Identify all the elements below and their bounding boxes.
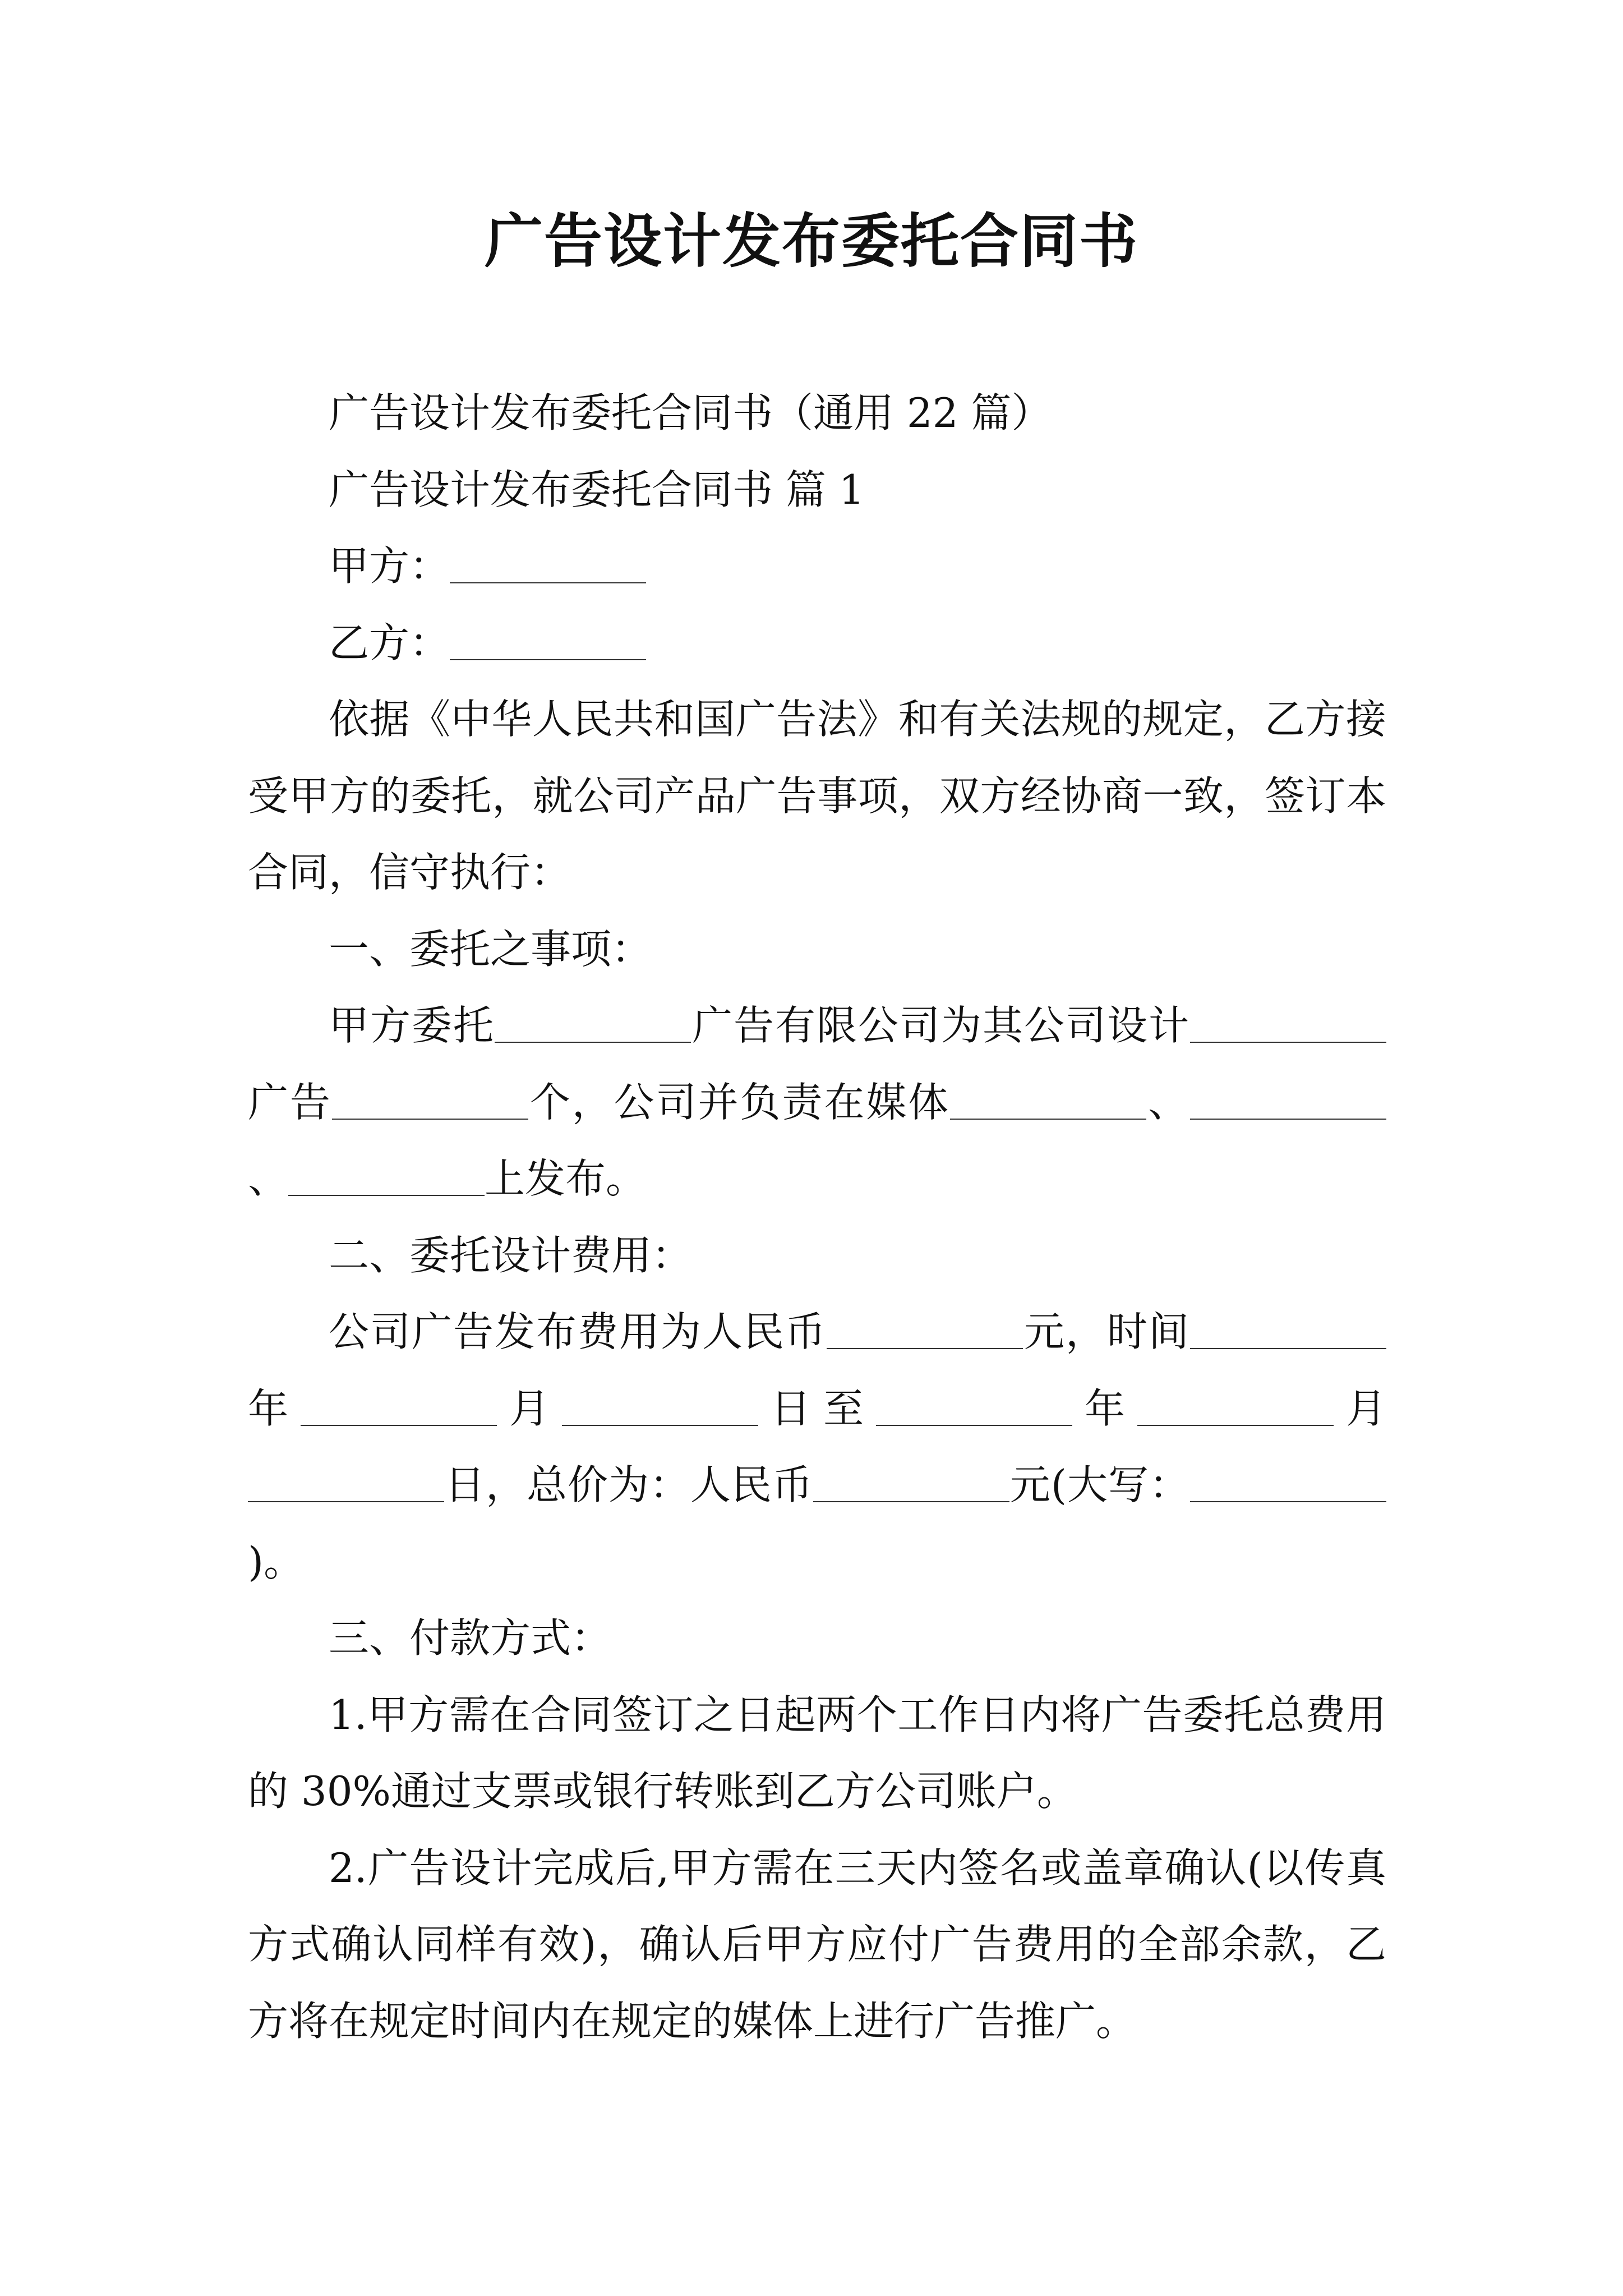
paragraph-text: 、 <box>248 1155 289 1202</box>
blank-fill-line <box>288 1154 485 1196</box>
paragraph-text: 元(大写： <box>1009 1461 1190 1508</box>
paragraph-text: 甲方委托 <box>329 1002 495 1049</box>
paragraph-text: 甲方： <box>329 542 450 590</box>
clause-1-heading: 一、委托之事项： <box>329 925 652 973</box>
paragraph-text: 年 <box>1072 1384 1137 1432</box>
paragraph-text: 日至 <box>758 1384 876 1432</box>
paragraph-text: 月 <box>1333 1384 1386 1432</box>
blank-fill-line <box>301 1384 497 1426</box>
blank-fill-line <box>450 542 646 583</box>
blank-fill-line <box>450 619 646 660</box>
paragraph-text: 上发布。 <box>485 1155 647 1202</box>
blank-fill-line <box>562 1384 758 1426</box>
section-heading: 广告设计发布委托合同书 篇 1 <box>329 466 865 513</box>
clause-2-heading: 二、委托设计费用： <box>329 1231 693 1279</box>
doc-subtitle: 广告设计发布委托合同书（通用 22 篇） <box>329 389 1052 436</box>
blank-fill-line <box>1190 1001 1386 1043</box>
paragraph-text: 月 <box>497 1384 562 1432</box>
blank-fill-line <box>1137 1384 1334 1426</box>
paragraph-text: 广告 <box>248 1078 332 1126</box>
paragraph-text: )。 <box>248 1538 305 1585</box>
paragraph-text: 个，公司并负责在媒体 <box>528 1078 951 1126</box>
paragraph-text: 元，时间 <box>1022 1308 1190 1355</box>
clause-1-body <box>248 987 1386 1217</box>
document-title: 广告设计发布委托合同书 <box>484 206 1138 275</box>
clause-3-item-1: 1.甲方需在合同签订之日起两个工作日内将广告委托总费用的 30%通过支票或银行转账到乙方公司账户。 <box>248 1691 1386 1815</box>
document-body <box>248 375 1386 2059</box>
blank-fill-line <box>495 1001 691 1043</box>
blank-fill-line <box>876 1384 1072 1426</box>
party-b <box>248 605 1386 682</box>
blank-fill-line <box>1190 1078 1386 1120</box>
clause-3-heading: 三、付款方式： <box>329 1614 612 1662</box>
blank-fill-line <box>332 1078 528 1120</box>
blank-fill-line <box>1190 1461 1386 1502</box>
blank-fill-line <box>813 1461 1009 1502</box>
paragraph-text: 公司广告发布费用为人民币 <box>329 1308 827 1355</box>
clause-3-item-2: 2.广告设计完成后,甲方需在三天内签名或盖章确认(以传真方式确认同样有效)，确认后甲方应付广告费用的全部余款，乙方将在规定时间内在规定的媒体上进行广告推广。 <box>248 1844 1386 2045</box>
clause-2-body <box>248 1294 1386 1600</box>
blank-fill-line <box>248 1461 444 1502</box>
paragraph-text: 日，总价为：人民币 <box>444 1461 813 1508</box>
blank-fill-line <box>1190 1308 1386 1349</box>
paragraph-text: 年 <box>248 1384 301 1432</box>
blank-fill-line <box>950 1078 1146 1120</box>
paragraph-text: 乙方： <box>329 619 450 666</box>
paragraph-text: 、 <box>1146 1078 1190 1126</box>
blank-fill-line <box>827 1308 1023 1349</box>
party-a <box>248 528 1386 605</box>
paragraph-text: 广告有限公司为其公司设计 <box>691 1002 1190 1049</box>
preamble: 依据《中华人民共和国广告法》和有关法规的规定，乙方接受甲方的委托，就公司产品广告事项，双方经协商一致，签订本合同，信守执行： <box>248 696 1386 896</box>
